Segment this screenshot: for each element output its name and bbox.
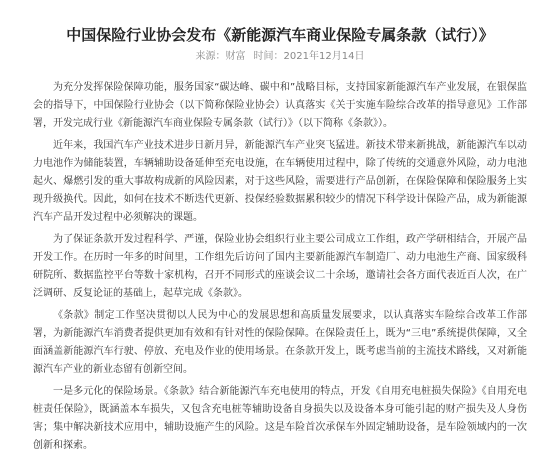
article-paragraph: 一是多元化的保险场景。《条款》结合新能源汽车充电使用的特点，开发《自用充电桩损失保险》《自用充电桩责任保险》，既涵盖本车损失，又包含充电桩等辅助设备自身损失以及设备本身可能引起的财产损失及人身伤害；集中解决新技术应用中，辅助设施产生的风险。这是车险首次承保车外固定辅助设备，是车险领域内的一次创新和探索。 <box>33 386 527 451</box>
article-body <box>33 79 527 455</box>
article-paragraph: 《条款》制定工作坚决贯彻以人民为中心的发展思想和高质量发展要求，以认真落实车险综合改革工作部署，为新能源汽车消费者提供更加有效和有针对性的保险保障。在保险责任上，既为“三电”系统提供保障，又全面涵盖新能源汽车行驶、停放、充电及作业的使用场景。在条款开发上，既考虑当前的主流技术路线，又对新能源汽车产业的新业态留有创新空间。 <box>33 310 527 375</box>
article-paragraph: 为充分发挥保险保障功能，服务国家“碳达峰、碳中和”战略目标，支持国家新能源汽车产业发展，在银保监会的指导下，中国保险行业协会（以下简称保险业协会）认真落实《关于实施车险综合改革的指导意见》工作部署，开发完成行业《新能源汽车商业保险专属条款（试行）》（以下简称《条款》）。 <box>33 82 527 129</box>
article-meta <box>33 50 527 64</box>
article-paragraph: 近年来，我国汽车产业技术进步日新月异，新能源汽车产业突飞猛进。新技术带来新挑战，新能源汽车以动力电池作为储能装置，车辆辅助设备延伸至充电设施，在车辆使用过程中，除了传统的交通意外风险，动力电池起火、爆燃引发的重大事故构成新的风险因素，对于这些风险，需要进行产品创新，在保险保障和保险服务上实现升级换代。因此，如何在技术不断迭代更新、投保经验数据累积较少的情况下科学设计保险产品，成为新能源汽车产品开发过程中必须解决的课题。 <box>33 140 527 223</box>
article-time: 时间：2021年12月14日 <box>253 51 365 62</box>
article-title: 中国保险行业协会发布《新能源汽车商业保险专属条款（试行）》 <box>66 26 494 44</box>
article-page <box>0 24 550 450</box>
article-source: 来源：财富 <box>195 51 246 62</box>
article-paragraph: 为了保证条款开发过程科学、严谨，保险业协会组织行业主要公司成立工作组，政产学研相结合，开展产品开发工作。在历时一年多的时间里，工作组先后访问了国内主要新能源汽车制造厂、动力电池生产商、国家级科研院所、数据监控平台等数十家机构，召开不同形式的座谈会议二十余场，邀请社会各方面代表近百人次，在广泛调研、反复论证的基础上，起草完成《条款》。 <box>33 234 527 299</box>
